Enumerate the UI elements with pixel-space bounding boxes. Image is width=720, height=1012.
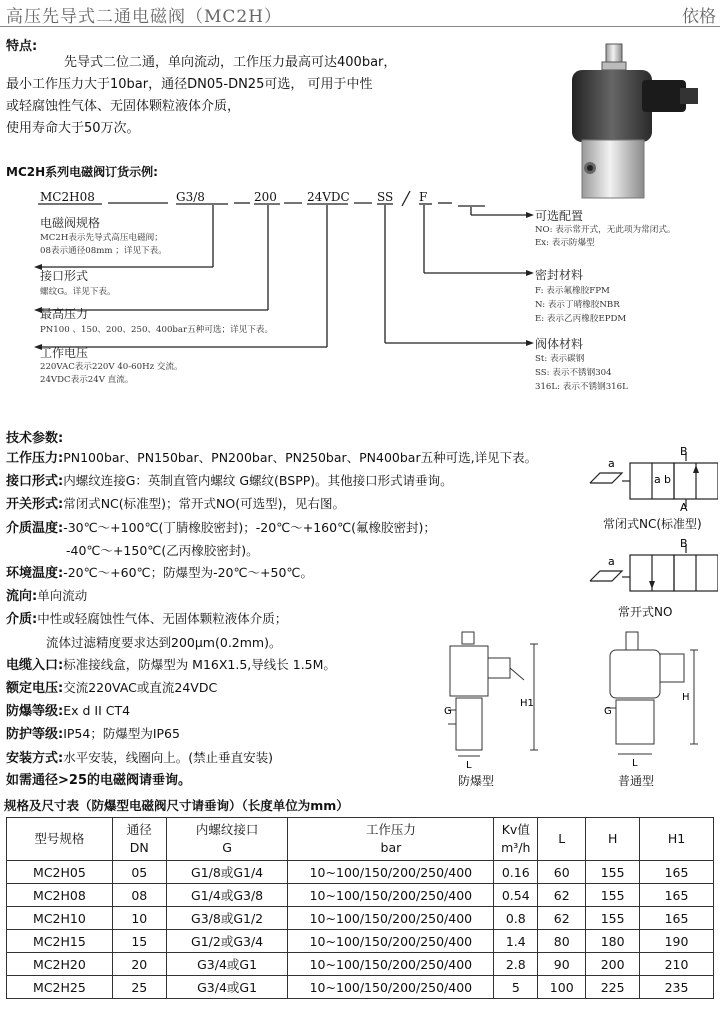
- no-label: 常开式NO: [618, 605, 673, 619]
- nc-port-B: B: [680, 445, 688, 458]
- order-left-line: MC2H表示先导式高压电磁阀；: [40, 233, 163, 243]
- cell-dn: 10: [112, 907, 166, 930]
- nc-port-A: A: [680, 501, 688, 513]
- cell-h1: 165: [640, 907, 714, 930]
- cell-h: 155: [586, 884, 640, 907]
- ex-dim-G: G: [444, 706, 452, 717]
- cell-pressure: 10~100/150/200/250/400: [288, 976, 494, 999]
- cell-thread: G1/8或G1/4: [166, 861, 288, 884]
- cell-h1: 210: [640, 953, 714, 976]
- th-text: 通径: [126, 822, 152, 837]
- nc-port-a: a: [608, 457, 615, 470]
- features-text: [6, 52, 416, 140]
- cell-pressure: 10~100/150/200/250/400: [288, 907, 494, 930]
- features-line: 先导式二位二通，单向流动，工作压力最高可达400bar，: [64, 55, 397, 70]
- spec-value: 单向流动: [37, 588, 88, 604]
- spec-key: 电缆入口:: [6, 657, 64, 673]
- cell-pressure: 10~100/150/200/250/400: [288, 930, 494, 953]
- specs-heading: 技术参数:: [6, 431, 64, 446]
- order-right-line: St: 表示碳钢: [535, 354, 585, 364]
- no-port-a: a: [608, 555, 615, 568]
- order-left-title: 工作电压: [40, 346, 89, 360]
- code-part-pressure: 200: [254, 190, 277, 204]
- spec-value: 内螺纹连接G：英制直管内螺纹 G螺纹(BSPP)。其他接口形式请垂询。: [63, 473, 453, 489]
- spec-row: [6, 493, 537, 516]
- order-right-title: 阀体材料: [535, 337, 584, 351]
- table-header-row: [7, 818, 714, 861]
- nc-symbol-diagram: [588, 443, 718, 513]
- code-part-body: SS: [377, 190, 394, 204]
- cell-l: 90: [538, 953, 586, 976]
- spec-key: 介质温度:: [6, 520, 64, 536]
- std-dim-H: H: [682, 692, 690, 703]
- spec-key: 额定电压:: [6, 681, 64, 697]
- th-kv: [494, 818, 538, 861]
- spec-key: 安装方式:: [6, 750, 64, 766]
- spec-value: 常闭式NC(标准型)；常开式NO(可选型)，见右图。: [63, 496, 345, 512]
- valve-photo: [560, 40, 715, 205]
- th-text: L: [558, 831, 566, 846]
- cell-dn: 15: [112, 930, 166, 953]
- cell-kv: 0.16: [494, 861, 538, 884]
- cell-thread: G3/8或G1/2: [166, 907, 288, 930]
- cell-l: 80: [538, 930, 586, 953]
- std-dim-G: G: [604, 706, 612, 717]
- cell-l: 62: [538, 884, 586, 907]
- features-line: 最小工作压力大于10bar，通径DN05-DN25可选， 可用于中性: [6, 77, 373, 92]
- cell-model: MC2H05: [7, 861, 113, 884]
- table-row: [7, 976, 714, 999]
- nc-port-a2: a: [654, 473, 661, 486]
- cell-model: MC2H25: [7, 976, 113, 999]
- spec-table: [6, 817, 714, 999]
- nc-port-b: b: [664, 473, 671, 486]
- cell-pressure: 10~100/150/200/250/400: [288, 953, 494, 976]
- no-symbol-diagram: [588, 535, 718, 605]
- spec-row: [6, 585, 537, 608]
- cell-dn: 08: [112, 884, 166, 907]
- features-line: 使用寿命大于50万次。: [6, 121, 140, 136]
- spec-row: [6, 517, 537, 540]
- order-right-line: F: 表示氟橡胶FPM: [535, 286, 610, 296]
- spec-value: 交流220VAC或直流24VDC: [63, 680, 218, 696]
- spec-value: PN100bar、PN150bar、PN200bar、PN250bar、PN400bar五种可选,详见下表。: [63, 450, 538, 465]
- cell-thread: G1/2或G3/4: [166, 930, 288, 953]
- cell-h: 200: [586, 953, 640, 976]
- th-text: H1: [667, 831, 686, 846]
- std-label: 普通型: [618, 774, 655, 788]
- th-model: [7, 818, 113, 861]
- cell-kv: 0.8: [494, 907, 538, 930]
- cell-h1: 165: [640, 884, 714, 907]
- spec-value: -20℃～+60℃；防爆型为-20℃～+50℃。: [63, 565, 313, 581]
- spec-value: -30℃～+100℃(丁腈橡胶密封)；-20℃～+160℃(氟橡胶密封)；: [63, 519, 436, 535]
- table-row: [7, 930, 714, 953]
- ex-dim-H1: H1: [520, 698, 534, 709]
- ex-dim-L: L: [466, 760, 472, 771]
- cell-h: 155: [586, 861, 640, 884]
- features-heading: 特点:: [6, 39, 38, 54]
- cell-dn: 20: [112, 953, 166, 976]
- order-heading: MC2H系列电磁阀订货示例:: [6, 165, 158, 179]
- cell-h1: 165: [640, 861, 714, 884]
- order-left-title: 接口形式: [40, 269, 89, 283]
- page-title: 高压先导式二通电磁阀（MC2H）: [6, 7, 283, 27]
- spec-value: 水平安装，线圈向上。(禁止垂直安装): [63, 749, 273, 765]
- th-text: Kv值: [501, 822, 530, 837]
- cell-model: MC2H15: [7, 930, 113, 953]
- spec-key: 介质:: [6, 612, 38, 628]
- spec-key: 流向:: [6, 589, 38, 605]
- spec-row: [6, 447, 537, 470]
- spec-key: 防护等级:: [6, 727, 64, 743]
- cell-pressure: 10~100/150/200/250/400: [288, 884, 494, 907]
- spec-row: [6, 540, 537, 562]
- table-title: 规格及尺寸表（防爆型电磁阀尺寸请垂询）（长度单位为mm）: [4, 798, 349, 813]
- cell-l: 100: [538, 976, 586, 999]
- cell-kv: 1.4: [494, 930, 538, 953]
- th-dn: [112, 818, 166, 861]
- spec-row: [6, 470, 537, 493]
- std-dimension-drawing: [600, 628, 710, 778]
- spec-value: 流体过滤精度要求达到200μm(0.2mm)。: [46, 634, 282, 650]
- cell-h1: 190: [640, 930, 714, 953]
- order-left-desc: [40, 361, 183, 387]
- spec-value: 中性或轻腐蚀性气体、无固体颗粒液体介质；: [37, 611, 288, 627]
- order-right-title: 可选配置: [535, 209, 584, 223]
- cell-l: 62: [538, 907, 586, 930]
- cell-kv: 5: [494, 976, 538, 999]
- cell-h1: 235: [640, 976, 714, 999]
- cell-thread: G3/4或G1: [166, 976, 288, 999]
- th-subtext: DN: [129, 840, 149, 855]
- features-line: 或轻腐蚀性气体、无固体颗粒液体介质，: [6, 99, 241, 114]
- order-left-title: 电磁阀规格: [40, 216, 101, 230]
- order-left-line: 螺纹G。详见下表。: [40, 287, 116, 297]
- th-subtext: m³/h: [501, 840, 531, 855]
- spec-key: 防爆等级:: [6, 704, 64, 720]
- page-header: [0, 0, 720, 27]
- no-port-B: B: [680, 537, 688, 550]
- order-right-line: E: 表示乙丙橡胶EPDM: [535, 314, 627, 324]
- order-left-desc: [40, 232, 167, 258]
- cell-kv: 2.8: [494, 953, 538, 976]
- th-subtext: bar: [380, 840, 402, 855]
- order-left-line: 08表示通径08mm ；详见下表。: [40, 246, 167, 256]
- cell-dn: 05: [112, 861, 166, 884]
- spec-value: IP54；防爆型为IP65: [63, 726, 180, 742]
- th-l: [538, 818, 586, 861]
- code-part-seal: F: [419, 190, 428, 204]
- order-right-desc: [535, 284, 626, 326]
- th-thread: [166, 818, 288, 861]
- cell-h: 180: [586, 930, 640, 953]
- table-row: [7, 884, 714, 907]
- th-text: 工作压力: [365, 822, 416, 837]
- th-subtext: G: [222, 840, 232, 855]
- th-text: 内螺纹接口: [195, 822, 259, 837]
- th-h1: [640, 818, 714, 861]
- spec-note: 如需通径>25的电磁阀请垂询。: [6, 772, 191, 788]
- order-right-line: SS: 表示不锈钢304: [535, 368, 612, 378]
- brand-name: 依格: [682, 7, 716, 27]
- spec-key: 开关形式:: [6, 497, 64, 513]
- cell-l: 60: [538, 861, 586, 884]
- order-right-line: N: 表示丁晴橡胶NBR: [535, 300, 620, 310]
- spec-value: -40℃～+150℃(乙丙橡胶密封)。: [66, 542, 259, 558]
- order-left-line: 220VAC表示220V 40-60Hz 交流。: [40, 362, 183, 372]
- ex-label: 防爆型: [458, 774, 495, 788]
- cell-pressure: 10~100/150/200/250/400: [288, 861, 494, 884]
- order-right-line: NO: 表示常开式，无此项为常闭式。: [535, 225, 676, 235]
- cell-model: MC2H10: [7, 907, 113, 930]
- spec-key: 工作压力:: [6, 451, 64, 466]
- th-h: [586, 818, 640, 861]
- th-text: 型号规格: [34, 831, 85, 846]
- nc-label: 常闭式NC(标准型): [603, 517, 702, 531]
- order-right-desc: [535, 352, 628, 394]
- spec-value: 标准接线盒，防爆型为 M16X1.5,导线长 1.5M。: [63, 656, 336, 672]
- code-part-model: MC2H08: [40, 190, 95, 204]
- order-right-line: Ex: 表示防爆型: [535, 238, 595, 248]
- table-row: [7, 907, 714, 930]
- th-pressure: [288, 818, 494, 861]
- order-right-line: 316L: 表示不锈钢316L: [535, 382, 628, 392]
- table-row: [7, 861, 714, 884]
- cell-h: 155: [586, 907, 640, 930]
- cell-model: MC2H20: [7, 953, 113, 976]
- cell-h: 225: [586, 976, 640, 999]
- cell-thread: G3/4或G1: [166, 953, 288, 976]
- order-left-title: 最高压力: [40, 307, 89, 321]
- cell-kv: 0.54: [494, 884, 538, 907]
- spec-key: 接口形式:: [6, 474, 64, 490]
- spec-row: [6, 562, 537, 585]
- cell-model: MC2H08: [7, 884, 113, 907]
- spec-key: 环境温度:: [6, 566, 64, 582]
- std-dim-L: L: [632, 758, 638, 769]
- order-left-line: PN100 、150、200、250、400bar五种可选；详见下表。: [40, 325, 274, 335]
- table-row: [7, 953, 714, 976]
- spec-value: Ex d II CT4: [63, 703, 131, 719]
- cell-dn: 25: [112, 976, 166, 999]
- th-text: H: [607, 831, 618, 846]
- cell-thread: G1/4或G3/8: [166, 884, 288, 907]
- code-part-voltage: 24VDC: [307, 190, 350, 204]
- ex-dimension-drawing: [440, 628, 550, 778]
- order-left-line: 24VDC表示24V 直流。: [40, 375, 134, 385]
- code-part-thread: G3/8: [176, 190, 205, 204]
- order-right-desc: [535, 224, 676, 250]
- order-right-title: 密封材料: [535, 268, 584, 282]
